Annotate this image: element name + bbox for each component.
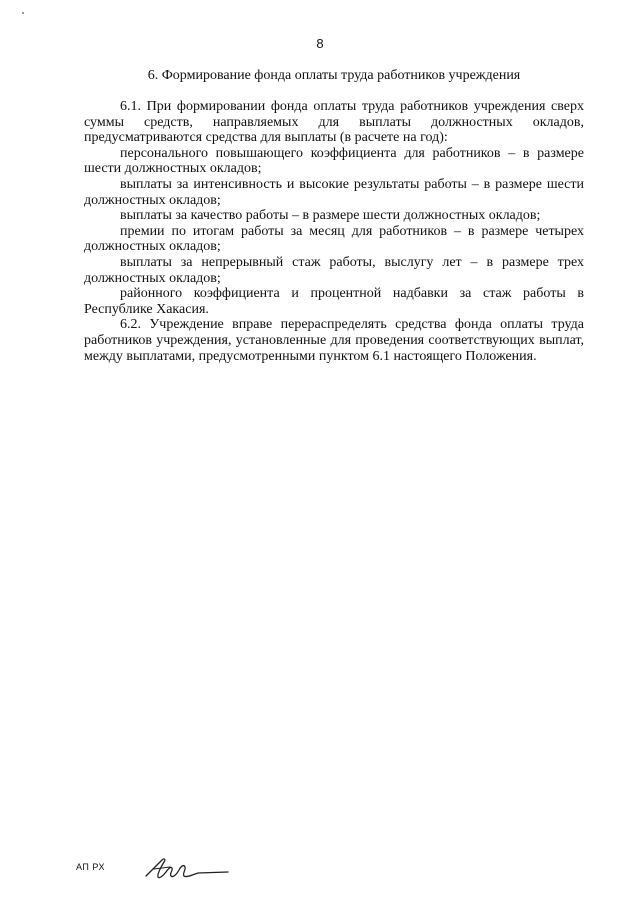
paragraph-6-1: 6.1. При формировании фонда оплаты труда работников учреждения сверх суммы средств, направляемых для выплаты должностных окладов, предусматриваются средства для выплаты (в расчете на год): [84,99,584,146]
paragraph-regional-coefficient: районного коэффициента и процентной надбавки за стаж работы в Республике Хакасия. [84,286,584,317]
section-title: 6. Формирование фонда оплаты труда работников учреждения [147,68,521,83]
page-number: 8 [316,36,324,51]
paragraph-quality-payments: выплаты за качество работы – в размере шести должностных окладов; [120,208,541,224]
paragraph-6-2: 6.2. Учреждение вправе перераспределять средства фонда оплаты труда работников учреждения, установленные для проведения соответствующих выплат, между выплатами, предусмотренными пунктом 6.1 настоящего Положения. [84,317,584,364]
document-body [84,99,584,364]
paragraph-intensity-payments: выплаты за интенсивность и высокие результаты работы – в размере шести должностных окладов; [84,176,584,208]
paragraph-seniority-payments: выплаты за непрерывный стаж работы, выслугу лет – в размере трех должностных окладов; [84,254,584,286]
scan-speck [22,12,24,14]
paragraph-monthly-bonus: премии по итогам работы за месяц для работников – в размере четырех должностных окладов; [84,223,584,255]
paragraph-personal-coefficient: персонального повышающего коэффициента для работников – в размере шести должностных окладов; [84,145,584,177]
footer-code: АП РХ [76,862,105,872]
handwritten-signature [140,850,232,884]
